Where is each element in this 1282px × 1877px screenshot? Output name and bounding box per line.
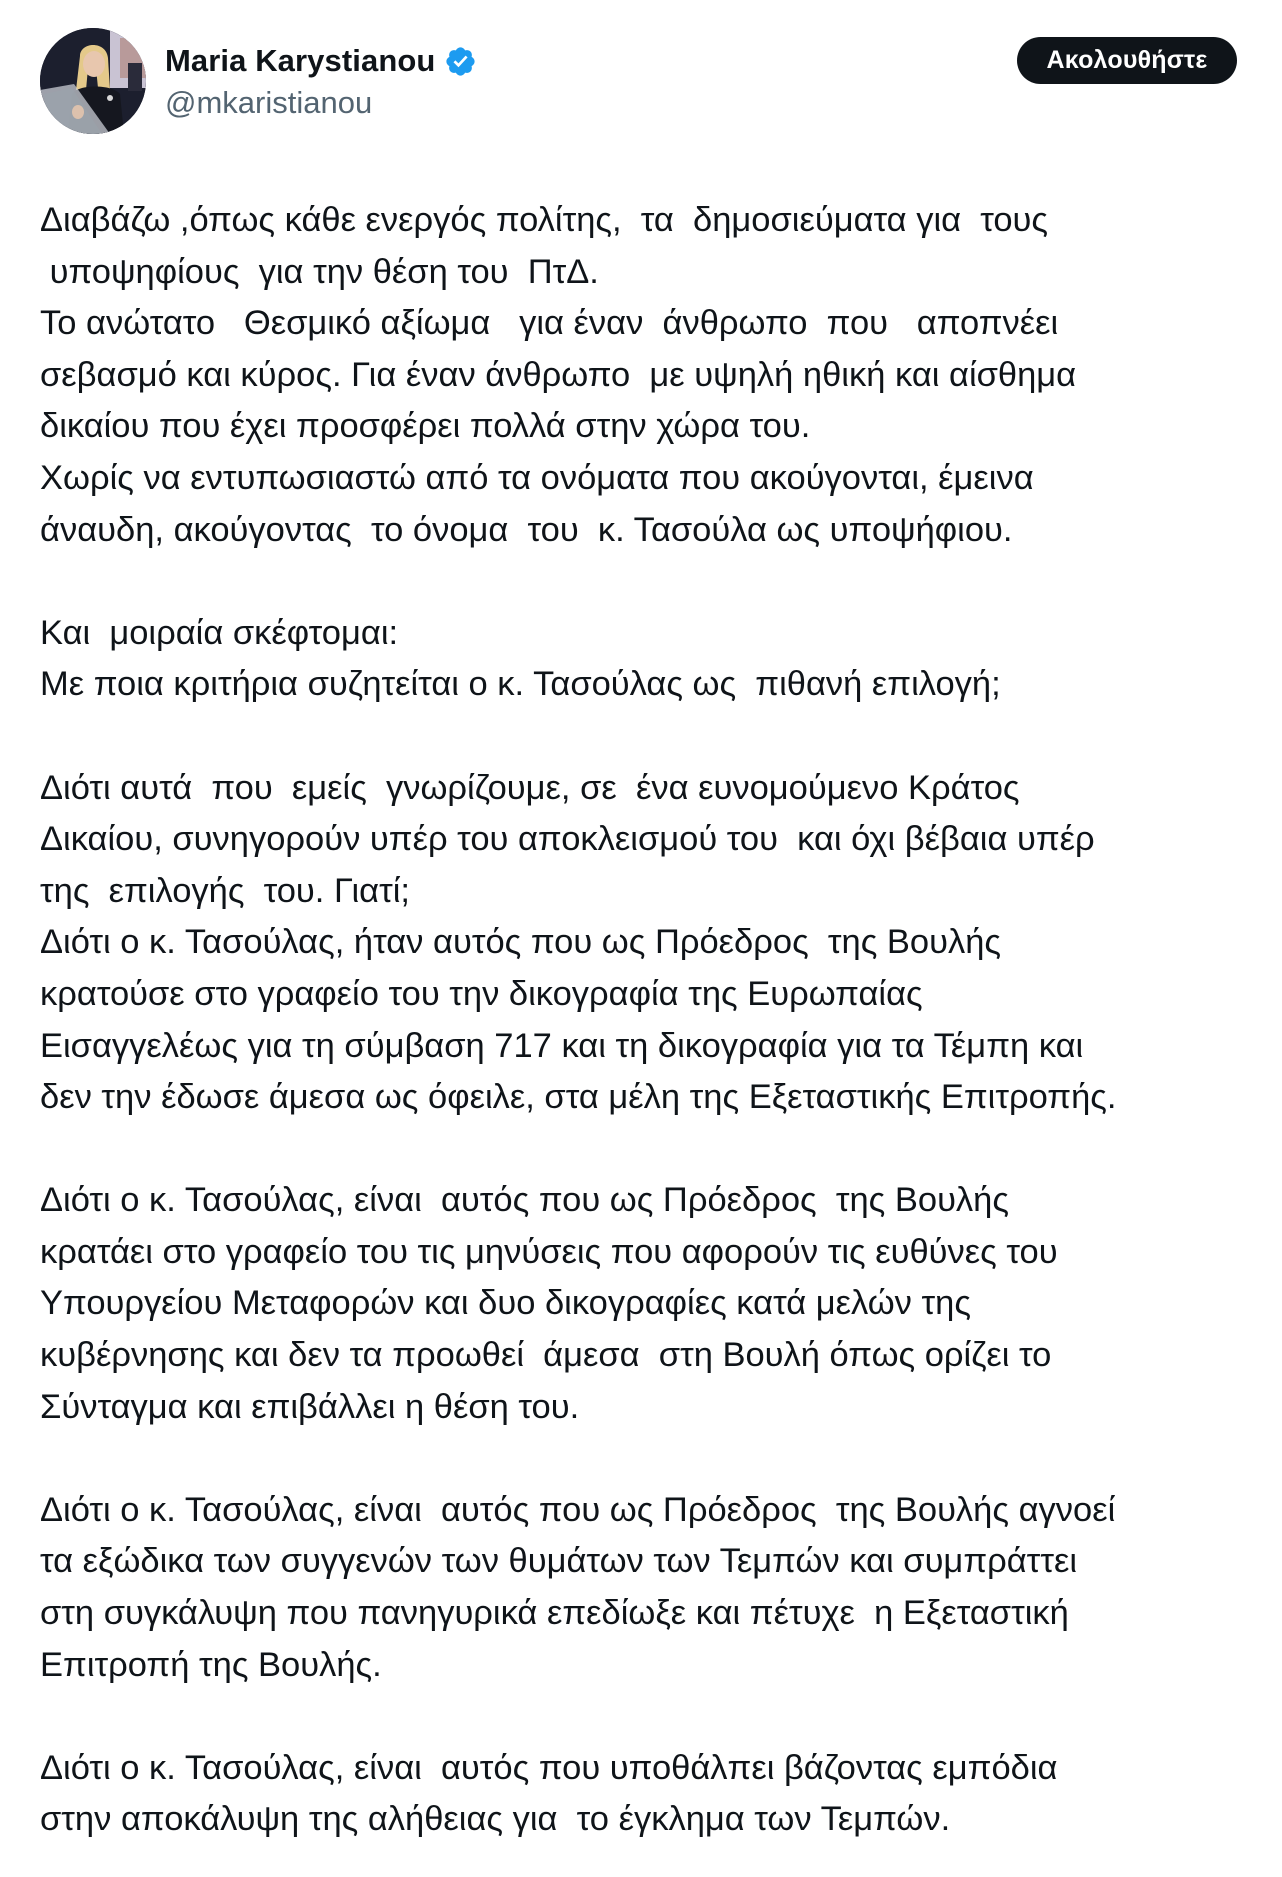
profile-photo-icon	[40, 28, 146, 134]
tweet-blank-line	[40, 556, 1270, 608]
tweet-text-line: Το ανώτατο Θεσμικό αξίωμα για έναν άνθρωπο που αποπνέει	[40, 304, 1059, 343]
tweet-blank-line	[40, 1433, 1270, 1485]
tweet-text-line: Και μοιραία σκέφτομαι:	[40, 613, 399, 652]
tweet-header	[0, 0, 1282, 150]
tweet-text-line: Εισαγγελέως για τη σύμβαση 717 και τη δικογραφία για τα Τέμπη και	[40, 1026, 1084, 1065]
author-name-row	[165, 40, 477, 82]
avatar[interactable]	[40, 28, 146, 134]
tweet-text-line: κρατούσε στο γραφείο του την δικογραφία της Ευρωπαίας	[40, 974, 923, 1013]
tweet-text-line: Διότι ο κ. Τασούλας, είναι αυτός που ως Πρόεδρος της Βουλής	[40, 1181, 1009, 1220]
tweet-text-line: δικαίου που έχει προσφέρει πολλά στην χώρα του.	[40, 407, 811, 446]
tweet-text-line: στη συγκάλυψη που πανηγυρικά επεδίωξε και πέτυχε η Εξεταστική	[40, 1594, 1069, 1633]
tweet-text-line: σεβασμό και κύρος. Για έναν άνθρωπο με υψηλή ηθική και αίσθημα	[40, 355, 1077, 394]
tweet-text	[40, 195, 1270, 1846]
follow-button[interactable]: Ακολουθήστε	[1017, 37, 1237, 84]
verified-badge-icon[interactable]	[444, 45, 477, 78]
tweet-text-line: Διότι ο κ. Τασούλας, είναι αυτός που υποθάλπει βάζοντας εμπόδια	[40, 1748, 1058, 1787]
tweet-blank-line	[40, 1124, 1270, 1176]
tweet-text-line: Με ποια κριτήρια συζητείται ο κ. Τασούλας ως πιθανή επιλογή;	[40, 665, 1001, 704]
tweet-text-line: Διαβάζω ,όπως κάθε ενεργός πολίτης, τα δημοσιεύματα για τους	[40, 201, 1049, 239]
tweet-text-line: Υπουργείου Μεταφορών και δυο δικογραφίες κατά μελών της	[40, 1284, 971, 1323]
tweet-text-line: άναυδη, ακούγοντας το όνομα του κ. Τασούλα ως υποψήφιου.	[40, 510, 1013, 549]
tweet-text-line: στην αποκάλυψη της αλήθειας για το έγκλημα των Τεμπών.	[40, 1800, 951, 1839]
tweet-text-line: υποψηφίους για την θέση του ΠτΔ.	[40, 252, 599, 291]
author-display-name[interactable]: Maria Karystianou	[165, 43, 436, 78]
tweet-text-line: δεν την έδωσε άμεσα ως όφειλε, στα μέλη της Εξεταστικής Επιτροπής.	[40, 1078, 1117, 1117]
tweet-text-line: κρατάει στο γραφείο του τις μηνύσεις που αφορούν τις ευθύνες του	[40, 1232, 1058, 1271]
tweet-text-line: Διότι ο κ. Τασούλας, είναι αυτός που ως Πρόεδρος της Βουλής αγνοεί	[40, 1490, 1116, 1529]
tweet-text-line: Δικαίου, συνηγορούν υπέρ του αποκλεισμού του και όχι βέβαια υπέρ	[40, 820, 1095, 859]
tweet-text-line: Χωρίς να εντυπωσιαστώ από τα ονόματα που ακούγονται, έμεινα	[40, 458, 1034, 497]
tweet-text-line: τα εξώδικα των συγγενών των θυμάτων των Τεμπών και συμπράττει	[40, 1542, 1077, 1581]
tweet-text-line: Σύνταγμα και επιβάλλει η θέση του.	[40, 1387, 580, 1426]
tweet-text-line: της επιλογής του. Γιατί;	[40, 871, 410, 910]
tweet-text-line: κυβέρνησης και δεν τα προωθεί άμεσα στη Βουλή όπως ορίζει το	[40, 1336, 1052, 1375]
author-handle[interactable]: @mkaristianou	[165, 85, 373, 120]
tweet-blank-line	[40, 711, 1270, 763]
tweet-text-line: Διότι αυτά που εμείς γνωρίζουμε, σε ένα ευνομούμενο Κράτος	[40, 768, 1020, 807]
tweet-text-line: Επιτροπή της Βουλής.	[40, 1645, 382, 1684]
tweet-text-line: Διότι ο κ. Τασούλας, ήταν αυτός που ως Πρόεδρος της Βουλής	[40, 923, 1002, 962]
tweet-blank-line	[40, 1691, 1270, 1743]
